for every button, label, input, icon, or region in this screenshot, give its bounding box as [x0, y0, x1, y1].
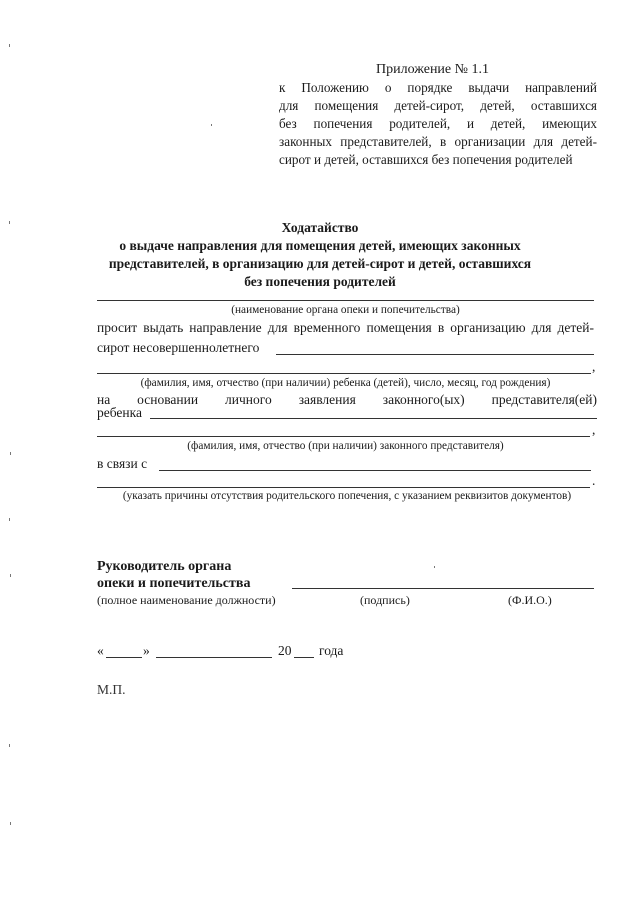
appendix-title: Приложение № 1.1 [376, 62, 489, 77]
reason-label: в связи с [97, 456, 148, 471]
reason-caption: (указать причины отсутствия родительского попечения, с указанием реквизитов документов) [122, 490, 572, 502]
basis-word: на [97, 392, 111, 407]
comma-mark: , [592, 359, 596, 374]
appendix-line: без попечения родителей, и детей, имеющих [279, 116, 597, 131]
scan-speck [9, 44, 10, 47]
stamp-place: М.П. [97, 682, 126, 697]
reason-line-2[interactable] [97, 487, 590, 488]
scan-speck [10, 574, 11, 577]
position-caption: (полное наименование должности) [97, 593, 276, 607]
organ-name-line[interactable] [97, 300, 594, 301]
basis-text [97, 392, 597, 408]
basis-word: основании [137, 392, 199, 407]
date-day-field[interactable] [106, 657, 142, 658]
child-info-line[interactable] [97, 373, 591, 374]
representative-line[interactable] [97, 436, 590, 437]
basis-word: личного [225, 392, 272, 407]
scan-speck [211, 124, 212, 126]
appendix-line: законных представителей, в организации для детей- [279, 134, 597, 149]
doc-subtitle-line: представителей, в организацию для детей-сирот и детей, оставшихся [108, 256, 532, 271]
date-year-field[interactable] [294, 657, 314, 658]
request-text-line2: сирот несовершеннолетнего [97, 340, 260, 355]
appendix-line: сирот и детей, оставшихся без попечения родителей [279, 152, 573, 167]
appendix-line: к Положению о порядке выдачи направлений [279, 80, 597, 95]
signatory-title: Руководитель органа [97, 559, 232, 574]
child-name-line[interactable] [150, 418, 597, 419]
comma-mark: , [592, 422, 596, 437]
date-month-field[interactable] [156, 657, 272, 658]
date-year-suffix: года [319, 643, 344, 658]
doc-title: Ходатайство [281, 220, 359, 235]
scan-speck [9, 744, 10, 747]
representative-caption: (фамилия, имя, отчество (при наличии) законного представителя) [187, 440, 504, 452]
appendix-text [279, 79, 597, 169]
child-info-caption: (фамилия, имя, отчество (при наличии) ребенка (детей), число, месяц, год рождения) [140, 377, 551, 389]
reason-line[interactable] [159, 470, 591, 471]
child-word: ребенка [97, 405, 142, 420]
appendix-line: для помещения детей-сирот, детей, оставшихся [279, 98, 597, 113]
fio-caption: (Ф.И.О.) [508, 593, 552, 607]
scan-speck [10, 452, 11, 455]
signature-line[interactable] [292, 588, 594, 589]
signatory-title: опеки и попечительства [97, 576, 251, 591]
organ-name-caption: (наименование органа опеки и попечительства) [231, 304, 460, 316]
date-year-prefix: 20 [278, 643, 292, 658]
scan-speck [10, 822, 11, 825]
minor-name-line[interactable] [276, 354, 594, 355]
basis-word: заявления [298, 392, 356, 407]
scan-speck [434, 566, 435, 568]
doc-subtitle-line: о выдаче направления для помещения детей, имеющих законных [119, 238, 521, 253]
signature-caption: (подпись) [360, 593, 410, 607]
basis-word: законного(ых) [382, 392, 465, 407]
period-mark: . [592, 473, 596, 488]
doc-subtitle-line: без попечения родителей [244, 274, 396, 289]
date-close-quote: » [143, 643, 150, 658]
request-text-line1: просит выдать направление для временного помещения в организацию для детей- [97, 320, 594, 335]
scan-speck [9, 221, 10, 224]
scan-speck [9, 518, 10, 521]
basis-word: представителя(ей) [491, 392, 597, 407]
date-open-quote: « [97, 643, 104, 658]
